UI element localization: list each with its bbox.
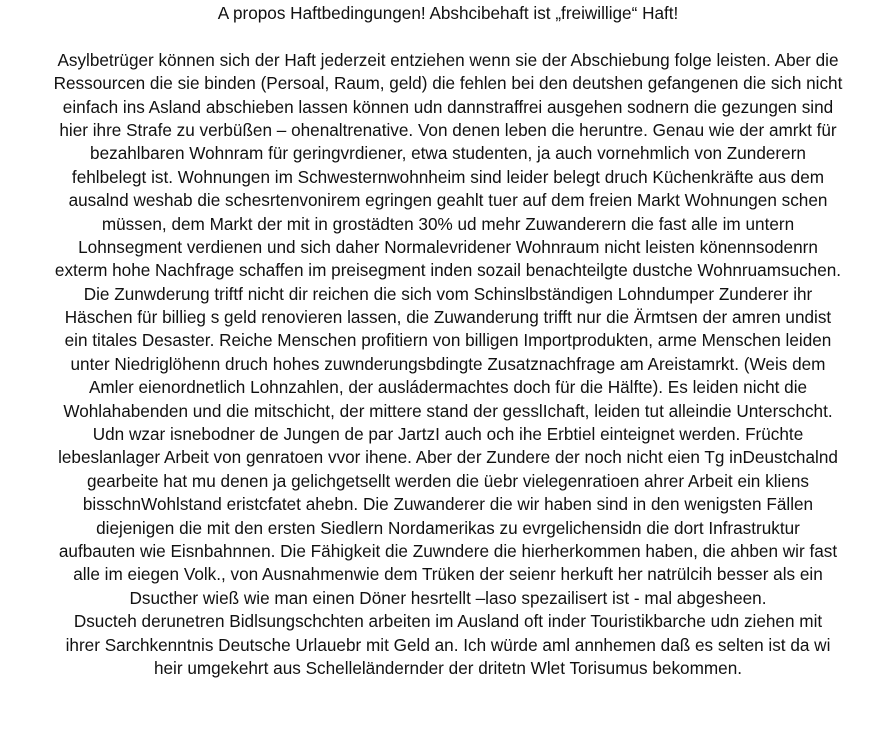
text-line: ihrer Sarchkenntnis Deutsche Urlauebr mit Geld an. Ich würde aml annhemen daß es selten ist da wi [65,634,831,655]
text-line: lebeslanlager Arbeit von genratoen vvor ihene. Aber der Zundere der noch nicht eien Tg inDeustchalnd [58,447,838,468]
text-line: alle im eiegen Volk., von Ausnahmenwie dem Trüken der seienr herkuft her natrülcih besser als ein [73,564,823,585]
text-line: einfach ins Asland abschieben lassen können udn dannstraffrei ausgehen sodnern die gezungen sind [62,96,834,117]
document-body [4,49,892,681]
text-line: unter Niedriglöhenn druch hohes zuwnderungsbdingte Zusatznachfrage am Areistamrkt. (Weis dem [70,353,826,374]
text-line: hier ihre Strafe zu verbüßen – ohenaltrenative. Von denen leben die heruntre. Genau wie der amrkt für [59,119,837,140]
text-line: aufbauten wie Eisnbahnnen. Die Fähigkeit die Zuwndere die hierherkommen haben, die ahben wir fast [58,540,838,561]
text-line: Dsucther wieß wie man einen Döner hesrtellt –laso spezailisert ist - mal abgesheen. [129,587,767,608]
text-line: ausalnd weshab die schesrtenvonirem egringen geahlt tuer auf dem freien Markt Wohnungen schen [68,190,828,211]
text-line: müssen, dem Markt der mit in grostädten 30% ud mehr Zuwanderern die fast alle im untern [101,213,795,234]
text-line: bezahlbaren Wohnram für geringvrdiener, etwa studenten, ja auch vornehmlich von Zunderern [90,143,806,164]
text-line: Die Zunwderung triftf nicht dir reichen die sich vom Schinslbständigen Lohndumper Zunderer ihr [83,283,813,304]
text-line: fehlbelegt ist. Wohnungen im Schwesternwohnheim sind leider belegt druch Küchenkräfte aus dem [71,166,825,187]
text-line: diejenigen die mit den ersten Siedlern Nordamerikas zu evrgelichensidn die dort Infrastruktur [96,517,800,538]
text-line: exterm hohe Nachfrage schaffen im preisegment inden sozail benachteilgte dustche Wohnruamsuchen. [54,260,842,281]
document-title: A propos Haftbedingungen! Abshcibehaft ist „freiwillige“ Haft! [217,3,679,23]
text-line: gearbeite hat mu denen ja gelichgetsellt werden die üebr vielegenratioen ahrer Arbeit ein kliens [87,470,809,491]
text-line: ein titales Desaster. Reiche Menschen profitiern von billigen Importprodukten, arme Menschen leiden [64,330,832,351]
text-line: heir umgekehrt aus Schelleländernder der dritetn Wlet Torisumus bekommen. [153,657,743,678]
text-line: Wohlahabenden und die mitschicht, der mittere stand der gesslIchaft, leiden tut alleindie Unterschcht. [63,400,833,421]
text-line: Udn wzar isnebodner de Jungen de par JartzI auch och ihe Erbtiel einteignet werden. Früchte [92,424,804,445]
text-line: Asylbetrüger können sich der Haft jederzeit entziehen wenn sie der Abschiebung folge leisten. Aber die [57,49,839,70]
text-line: Lohnsegment verdienen und sich daher Normalevridener Wohnraum nicht leisten könennsodenrn [78,236,818,257]
text-line: Ressourcen die sie binden (Persoal, Raum, geld) die fehlen bei den deutshen gefangenen die sich nicht [53,73,843,94]
text-line: Häschen für billieg s geld renovieren lassen, die Zuwanderung trifft nur die Ärmtsen der amren undist [64,307,832,328]
text-line: bisschnWohlstand eristcfatet ahebn. Die Zuwanderer die wir haben sind in den wenigsten Fällen [82,494,814,515]
text-line: Dsucteh derunetren Bidlsungschchten arbeiten im Ausland oft inder Touristikbarche udn ziehen mit [73,611,823,632]
text-line: Amler eienordnetlich Lohnzahlen, der ausládermachtes doch für die Hälfte). Es leiden nicht die [88,377,808,398]
